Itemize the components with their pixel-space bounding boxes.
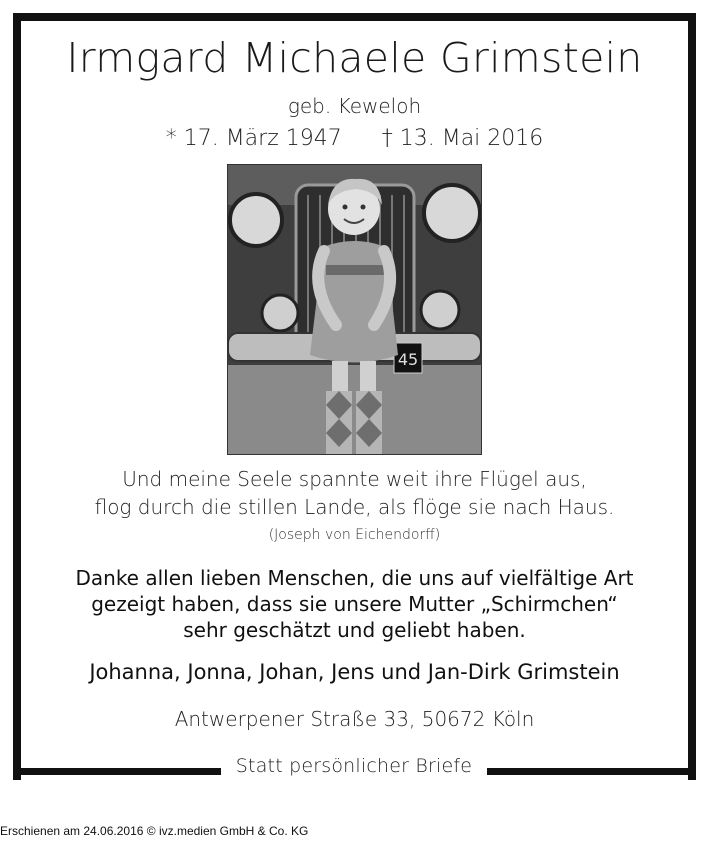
thanks-line: gezeigt haben, dass sie unsere Mutter „Schirmchen“ bbox=[91, 592, 618, 616]
poem-quote bbox=[0, 465, 709, 521]
thanks-line: sehr geschätzt und geliebt haben. bbox=[183, 618, 526, 642]
footer-note: Statt persönlicher Briefe bbox=[235, 755, 473, 777]
birth-date: * 17. März 1947 bbox=[165, 126, 342, 151]
photo-illustration bbox=[228, 165, 481, 454]
bottom-rule-right bbox=[487, 768, 696, 775]
quote-line: Und meine Seele spannte weit ihre Flügel aus, bbox=[122, 467, 587, 491]
publication-credit: Erschienen am 24.06.2016 © ivz.medien GmbH & Co. KG bbox=[0, 824, 309, 838]
death-date: † 13. Mai 2016 bbox=[381, 126, 544, 151]
bottom-rule-left bbox=[13, 768, 221, 775]
life-dates bbox=[0, 126, 709, 151]
maiden-name: geb. Keweloh bbox=[287, 94, 422, 118]
thanks-line: Danke allen lieben Menschen, die uns auf vielfältige Art bbox=[75, 566, 634, 590]
deceased-name: Irmgard Michaele Grimstein bbox=[66, 34, 643, 82]
family-signers: Johanna, Jonna, Johan, Jens und Jan-Dirk Grimstein bbox=[89, 660, 620, 684]
thanks-message bbox=[0, 565, 709, 643]
quote-line: flog durch die stillen Lande, als flöge sie nach Haus. bbox=[94, 495, 615, 519]
plate-number: 45 bbox=[397, 350, 419, 369]
memorial-photo bbox=[227, 164, 482, 455]
quote-attribution: (Joseph von Eichendorff) bbox=[268, 527, 441, 543]
family-address: Antwerpener Straße 33, 50672 Köln bbox=[174, 707, 535, 731]
